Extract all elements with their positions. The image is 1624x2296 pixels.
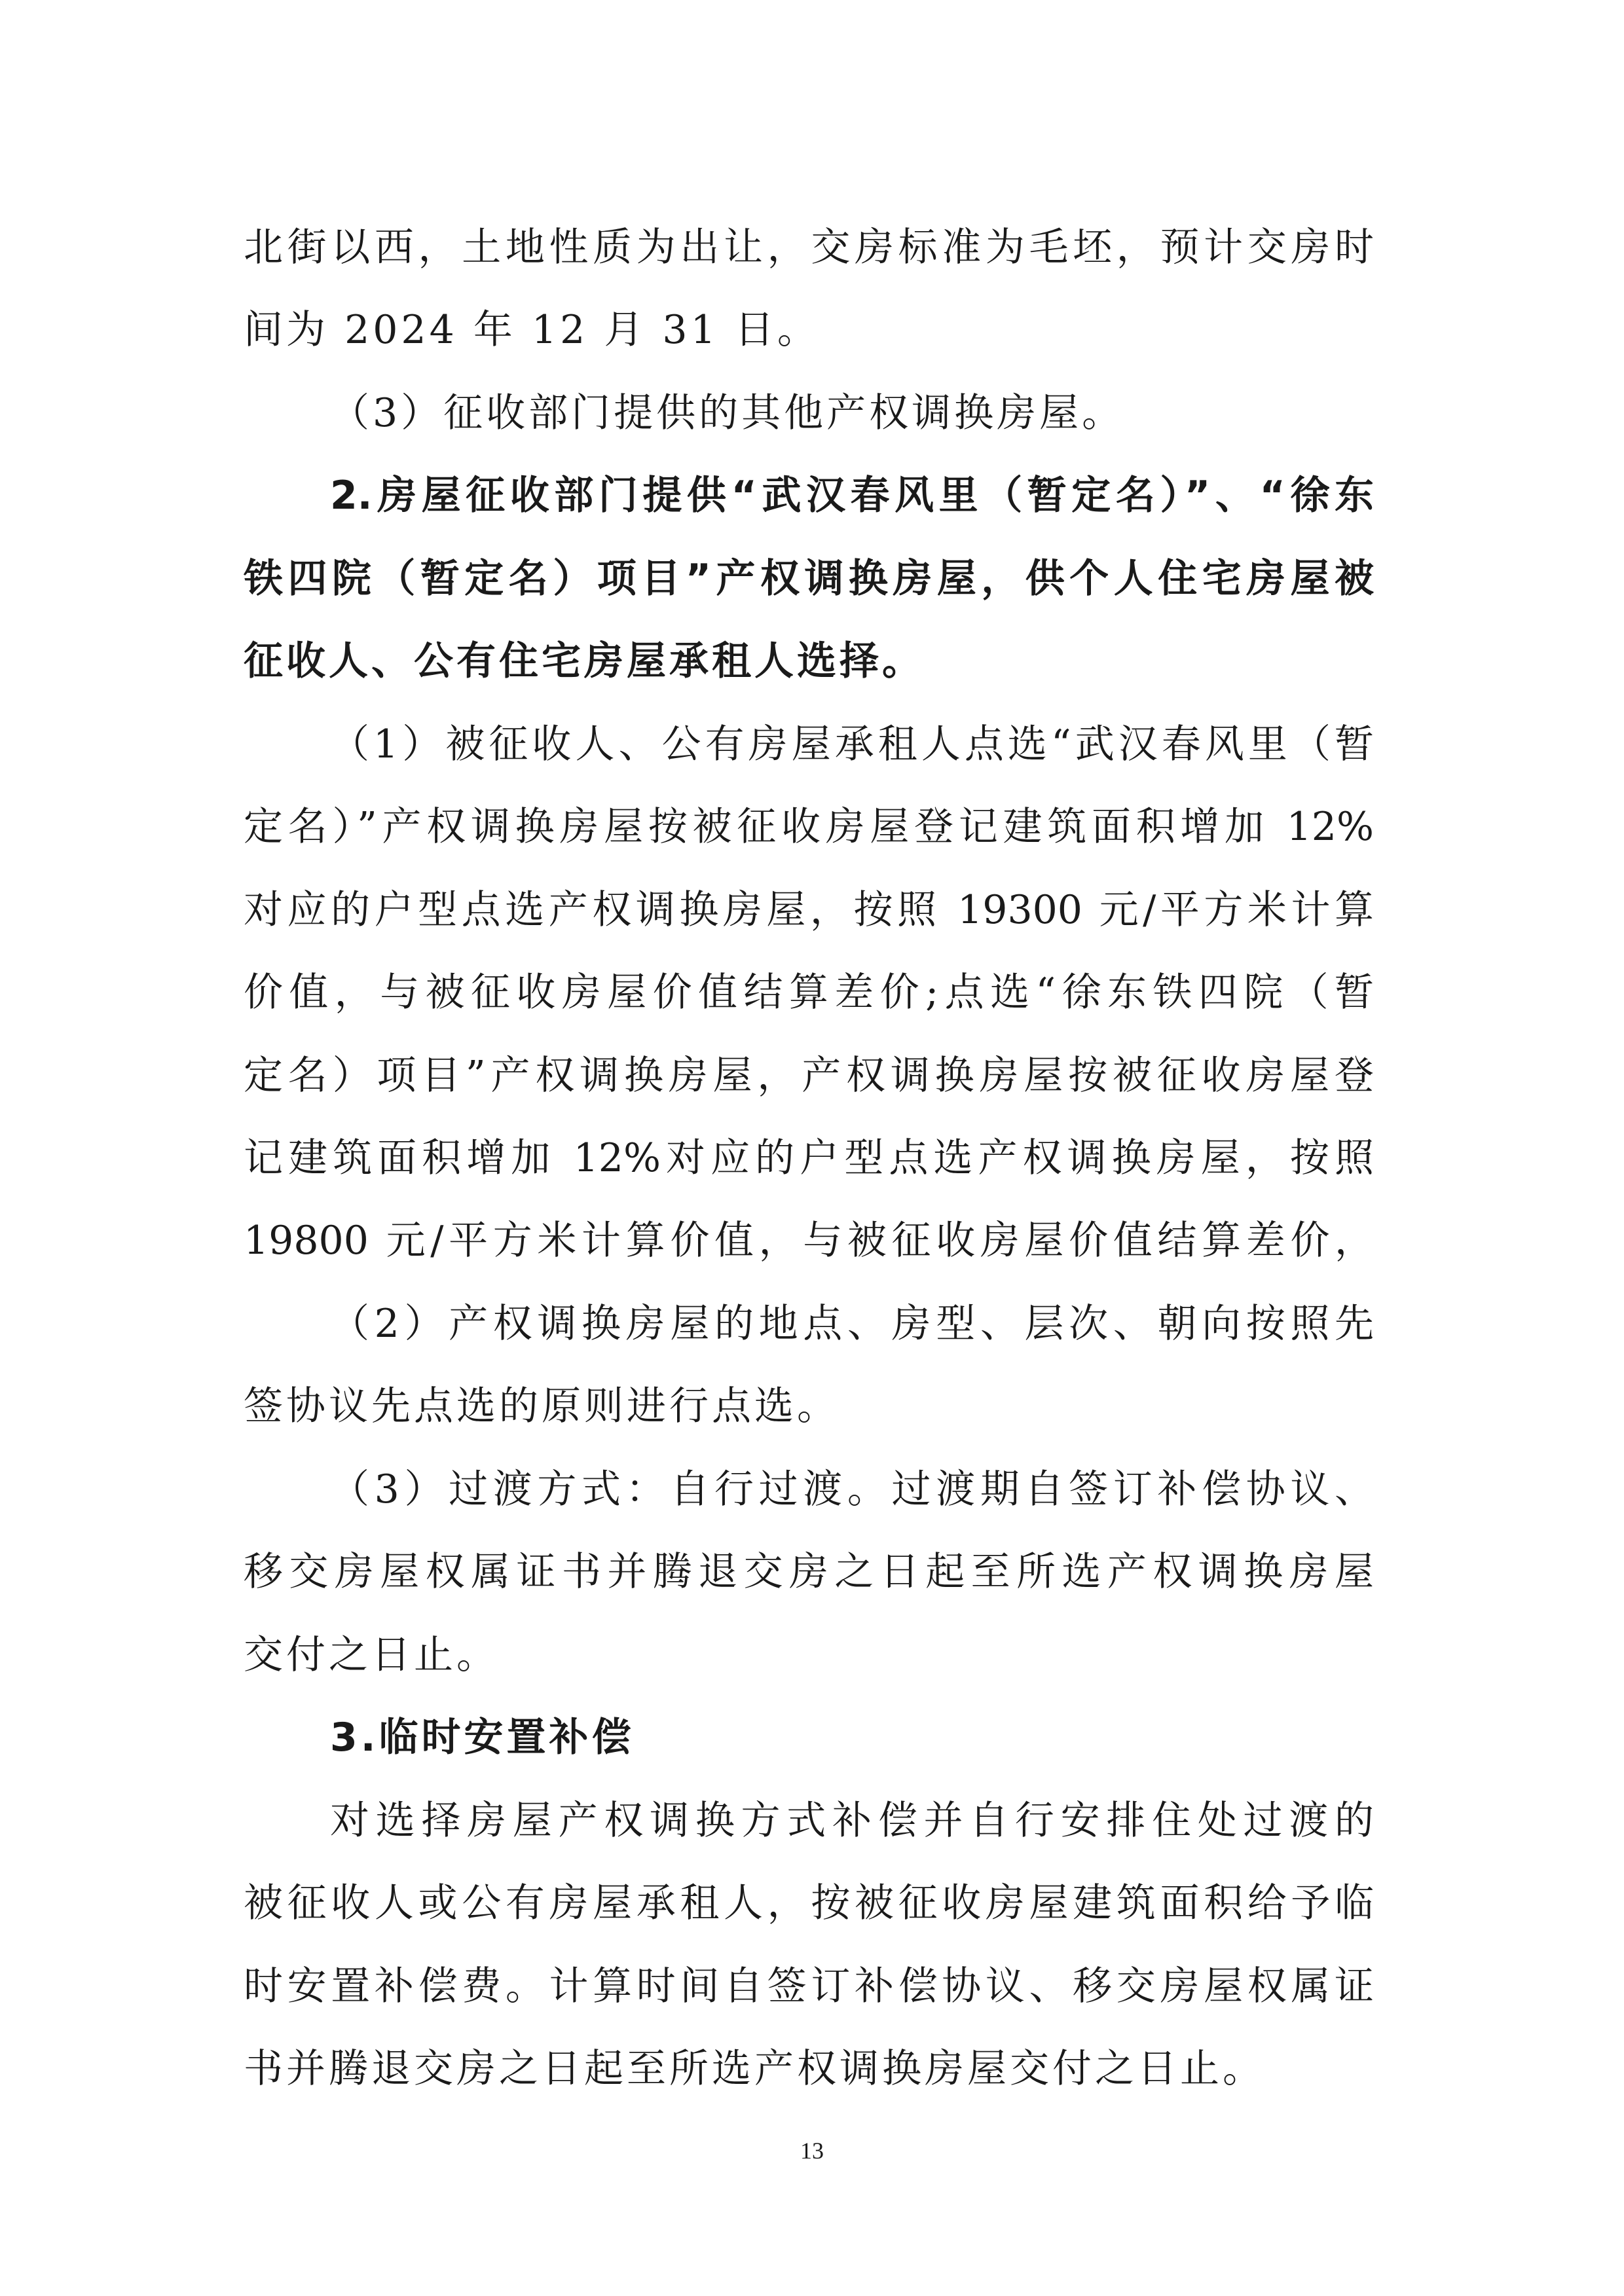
text-line: 定名）项目”产权调换房屋，产权调换房屋按被征收房屋登 xyxy=(244,1053,1374,1099)
text-line: （3）征收部门提供的其他产权调换房屋。 xyxy=(330,390,1125,436)
section-heading-line: 征收人、公有住宅房屋承租人选择。 xyxy=(244,638,925,684)
text-line: 交付之日止。 xyxy=(244,1632,499,1678)
text-line: 间为 2024 年 12 月 31 日。 xyxy=(244,307,820,353)
text-line: 移交房屋权属证书并腾退交房之日起至所选产权调换房屋 xyxy=(244,1549,1374,1595)
text-line: 时安置补偿费。计算时间自签订补偿协议、移交房屋权属证 xyxy=(244,1963,1374,2009)
page-number: 13 xyxy=(800,2138,824,2164)
text-line: 被征收人或公有房屋承租人，按被征收房屋建筑面积给予临 xyxy=(244,1880,1374,1926)
text-line: 北街以西，土地性质为出让，交房标准为毛坯，预计交房时 xyxy=(244,225,1374,270)
text-line: 对应的户型点选产权调换房屋，按照 19300 元/平方米计算 xyxy=(244,887,1374,933)
section-heading-line: 2.房屋征收部门提供“武汉春风里（暂定名）”、“徐东 xyxy=(330,473,1374,519)
text-line: （1）被征收人、公有房屋承租人点选“武汉春风里（暂 xyxy=(330,721,1374,767)
text-line: 价值，与被征收房屋价值结算差价;点选“徐东铁四院（暂 xyxy=(244,970,1374,1015)
text-line: （3）过渡方式：自行过渡。过渡期自签订补偿协议、 xyxy=(330,1467,1374,1512)
text-line: 书并腾退交房之日起至所选产权调换房屋交付之日止。 xyxy=(244,2046,1265,2092)
section-heading: 3.临时安置补偿 xyxy=(330,1715,635,1760)
section-heading-line: 铁四院（暂定名）项目”产权调换房屋，供个人住宅房屋被 xyxy=(244,556,1374,602)
text-line: 签协议先点选的原则进行点选。 xyxy=(244,1383,840,1429)
text-line: 记建筑面积增加 12%对应的户型点选产权调换房屋，按照 xyxy=(244,1135,1374,1181)
text-line: 对选择房屋产权调换方式补偿并自行安排住处过渡的 xyxy=(330,1798,1374,1844)
text-line: 定名）”产权调换房屋按被征收房屋登记建筑面积增加 12% xyxy=(244,804,1374,850)
text-line: 19800 元/平方米计算价值，与被征收房屋价值结算差价， xyxy=(244,1218,1374,1264)
text-line: （2）产权调换房屋的地点、房型、层次、朝向按照先 xyxy=(330,1301,1374,1347)
